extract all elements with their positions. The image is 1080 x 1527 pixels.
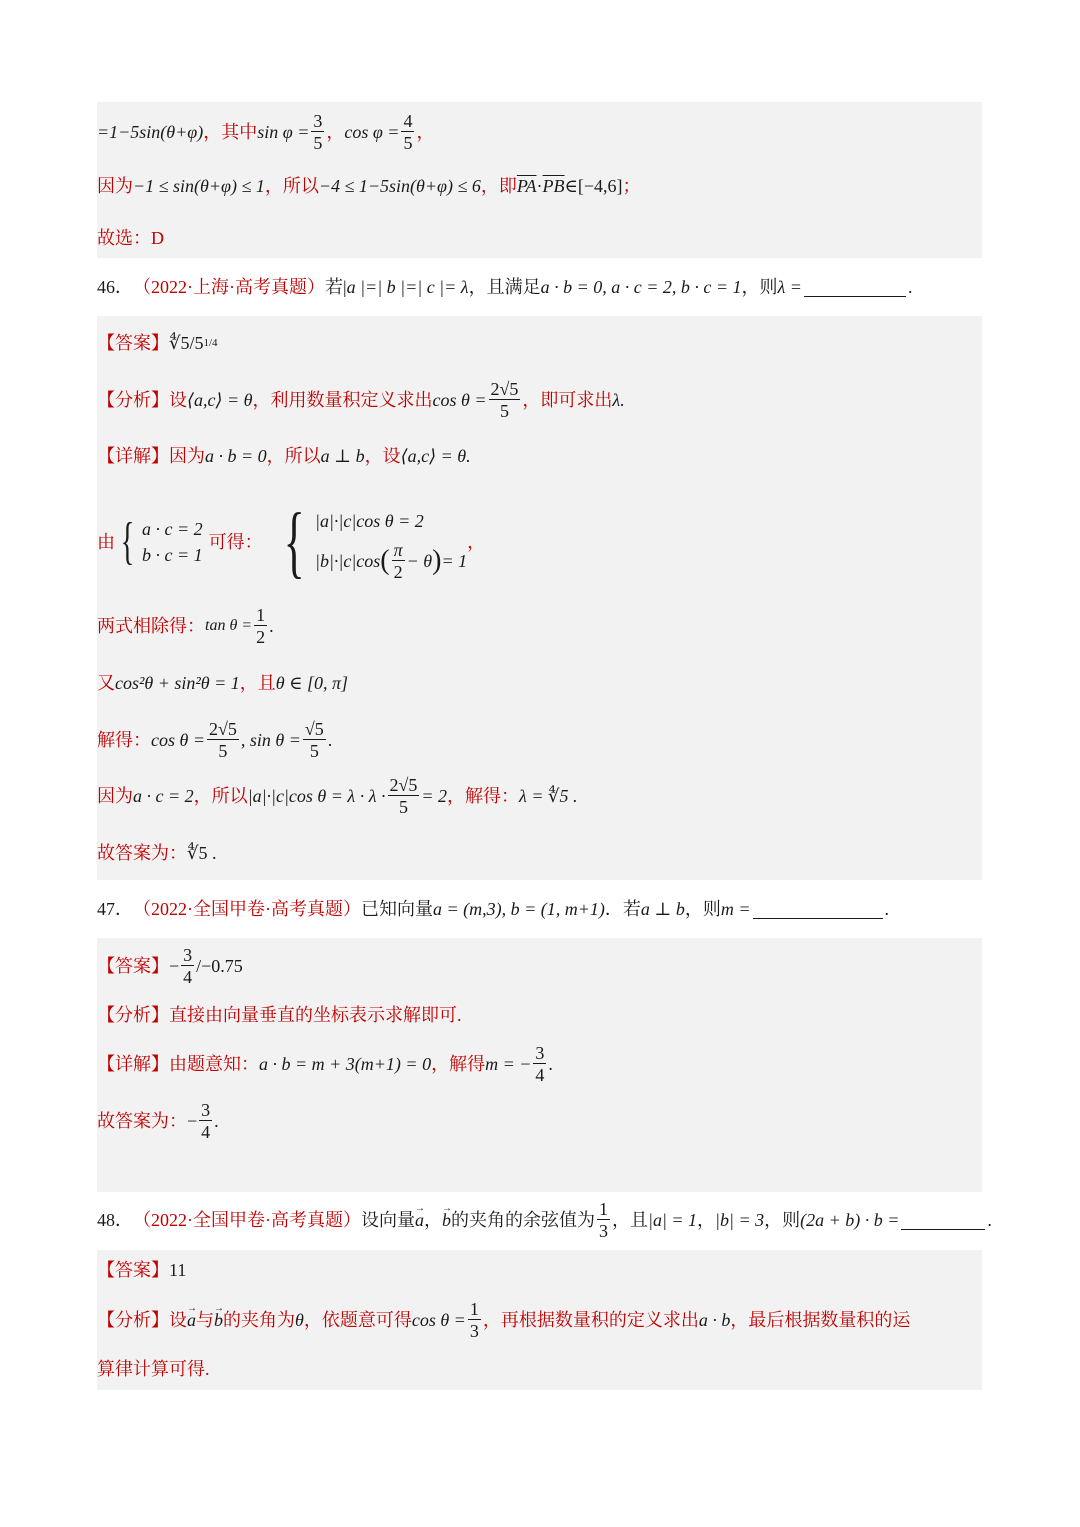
answer-blank <box>901 1211 985 1230</box>
denominator: 5 <box>398 796 408 817</box>
fraction <box>254 605 267 648</box>
math-expression: =1−5sin(θ+φ) <box>97 122 204 142</box>
q45-choice-line: 故选：D <box>97 228 164 248</box>
math-expression: λ = ∜5 . <box>519 786 578 806</box>
answer-tag: 【答案】 <box>97 333 169 353</box>
math-expression: a ⊥ b <box>640 899 685 919</box>
text: ，解得 <box>431 1054 486 1074</box>
denominator: 3 <box>599 1220 608 1241</box>
left-paren: ( <box>380 545 390 576</box>
system-row <box>315 540 467 583</box>
math-expression: sin φ = <box>257 122 310 142</box>
text: ，且 <box>612 1210 648 1230</box>
text: . <box>884 899 890 919</box>
math-expression: θ <box>295 1310 304 1330</box>
answer-value: 11 <box>169 1260 187 1280</box>
math-expression: a · b = 0 <box>205 446 267 466</box>
math-expression: a · b = 0, a · c = 2, b · c = 1 <box>540 277 742 297</box>
q46-stem <box>97 274 912 300</box>
answer-blank <box>804 278 906 297</box>
answer-value: ∜5 <box>169 333 190 353</box>
exponent: 1/4 <box>203 337 218 349</box>
text: 设向量 <box>361 1210 415 1230</box>
text: . <box>214 1111 219 1131</box>
text: ，利用数量积定义求出 <box>252 390 433 410</box>
text: ，所以 <box>266 446 321 466</box>
text: 设 <box>169 1310 187 1330</box>
numerator: 3 <box>535 1042 545 1063</box>
text: ， <box>467 532 486 552</box>
system-row: |a|·|c|cos θ = 2 <box>315 510 424 531</box>
numerator: 1 <box>599 1198 608 1219</box>
text: . <box>269 616 274 636</box>
question-number: 47． <box>97 899 133 919</box>
text: ， <box>424 1210 442 1230</box>
text: ， <box>697 1210 716 1230</box>
math-expression: (2a + b) · b = <box>800 1210 900 1230</box>
q45-line-2 <box>97 173 641 199</box>
math-expression: λ. <box>612 390 625 410</box>
q46-also <box>97 670 348 696</box>
text: ，依题意可得 <box>303 1310 412 1330</box>
denominator: 2 <box>256 626 266 647</box>
fraction <box>388 775 420 818</box>
detail-tag: 【详解】 <box>97 1054 169 1074</box>
math-expression: a ⊥ b <box>320 446 365 466</box>
system-row: a · c = 2 <box>141 519 203 539</box>
left-brace: { <box>120 513 135 570</box>
text: 由题意知： <box>169 1054 259 1074</box>
text: ，则 <box>684 899 721 919</box>
row-part: = 1 <box>441 551 468 571</box>
text: ，且 <box>239 673 276 693</box>
text: 两式相除得： <box>97 616 205 636</box>
text: ，则 <box>764 1210 801 1230</box>
numerator: 1 <box>469 1298 479 1319</box>
q46-system <box>97 496 485 588</box>
numerator: 2√5 <box>389 774 418 795</box>
equation-system-1 <box>115 513 203 570</box>
text: − <box>187 1111 198 1131</box>
answer-tag: 【答案】 <box>97 956 169 976</box>
text: 可得： <box>208 532 263 552</box>
right-paren: ) <box>432 545 442 576</box>
analysis-tag: 【分析】 <box>97 1310 169 1330</box>
text: − <box>169 956 180 976</box>
text: . <box>327 730 333 750</box>
fraction <box>181 945 194 988</box>
numerator: 2√5 <box>208 718 237 739</box>
math-expression: , sin θ = <box>240 730 301 750</box>
text: 由 <box>97 532 115 552</box>
text: ； <box>622 176 641 196</box>
text: ，再根据数量积的定义求出 <box>482 1310 699 1330</box>
denominator: 2 <box>393 561 403 582</box>
q48-analysis-line-2: 算律计算可得. <box>97 1359 210 1379</box>
text: ，最后根据数量积的运 <box>730 1310 911 1330</box>
math-expression: cos²θ + sin²θ = 1 <box>115 673 240 693</box>
text: 与 <box>196 1310 214 1330</box>
text: 故答案为： <box>97 1111 187 1131</box>
math-expression: ⟨a,c⟩ = θ. <box>400 446 471 466</box>
q48-analysis <box>97 1300 910 1340</box>
text: 故答案为： <box>97 843 187 863</box>
q45-line-1 <box>97 112 434 152</box>
answer-blank <box>753 900 883 919</box>
text: ，设 <box>364 446 401 466</box>
analysis-tag: 【分析】 <box>97 390 169 410</box>
q46-since <box>97 776 577 816</box>
text: . <box>987 1210 992 1230</box>
q47-stem <box>97 896 889 922</box>
math-expression: −4 ≤ 1−5sin(θ+φ) ≤ 6 <box>318 176 481 196</box>
fraction <box>207 719 239 762</box>
math-expression: ∈[−4,6] <box>564 176 623 196</box>
analysis-tag: 【分析】 <box>97 1005 169 1025</box>
math-expression: a · c = 2 <box>133 786 194 806</box>
fraction <box>468 1299 481 1342</box>
denominator: 5 <box>309 740 319 761</box>
numerator: 3 <box>183 944 193 965</box>
fraction <box>401 111 414 154</box>
denominator: 4 <box>535 1064 545 1085</box>
detail-tag: 【详解】 <box>97 446 169 466</box>
denominator: 4 <box>201 1121 211 1142</box>
dot-operator: · <box>536 176 543 196</box>
text: 因为 <box>169 446 205 466</box>
fraction <box>392 540 405 583</box>
math-expression: tan θ = <box>205 617 253 634</box>
denominator: 4 <box>183 966 193 987</box>
numerator: 3 <box>201 1099 211 1120</box>
vector-b: → b <box>214 1307 223 1333</box>
text: ，其中 <box>203 122 258 142</box>
vector-b: → b <box>442 1207 451 1233</box>
q46-answer <box>97 330 218 356</box>
text: ， <box>416 122 435 142</box>
numerator: 4 <box>403 110 413 131</box>
text: ， <box>326 122 345 142</box>
vector-pa: $\overline{PA}$ <box>516 176 537 196</box>
math-expression: |a| = 1 <box>648 1210 698 1230</box>
math-expression: θ ∈ [0, π] <box>275 673 348 693</box>
vector-pb: $\overline{PB}$ <box>542 176 565 196</box>
text: ，所以 <box>264 176 319 196</box>
row-part: − θ <box>406 551 433 571</box>
denominator: 5 <box>218 740 228 761</box>
separator: / <box>189 333 195 353</box>
text: 已知向量 <box>361 899 433 919</box>
math-expression: |a|·|c|cos θ = λ · λ · <box>247 786 386 806</box>
math-expression: m = − <box>485 1054 532 1074</box>
text: ，即 <box>480 176 517 196</box>
question-number: 48． <box>97 1210 133 1230</box>
q46-final <box>97 840 216 866</box>
math-expression: cos θ = <box>432 390 487 410</box>
fraction <box>597 1199 610 1242</box>
numerator: 1 <box>256 604 266 625</box>
text: . <box>907 277 913 297</box>
q46-solve <box>97 720 332 760</box>
answer-tag: 【答案】 <box>97 1260 169 1280</box>
text: 的夹角为 <box>223 1310 295 1330</box>
answer-alt: /−0.75 <box>196 956 243 976</box>
q46-analysis <box>97 380 625 420</box>
q46-divide <box>97 606 274 646</box>
math-expression: a · b = m + 3(m+1) = 0 <box>259 1054 432 1074</box>
math-expression: m = <box>720 899 751 919</box>
question-source: （2022·全国甲卷·高考真题） <box>133 1210 361 1230</box>
math-expression: cos θ = <box>411 1310 466 1330</box>
answer-alt: 5 <box>194 333 204 353</box>
denominator: 3 <box>469 1320 479 1341</box>
fraction <box>533 1043 546 1086</box>
q48-answer <box>97 1257 186 1283</box>
denominator: 5 <box>313 132 323 153</box>
row-part: |b|·|c|cos <box>315 551 381 571</box>
q47-detail <box>97 1044 553 1084</box>
text: ．若 <box>604 899 641 919</box>
analysis-text: 直接由向量垂直的坐标表示求解即可. <box>169 1005 462 1025</box>
text: 解得： <box>97 730 151 750</box>
numerator: π <box>393 539 403 560</box>
denominator: 5 <box>403 132 413 153</box>
q46-detail <box>97 443 471 469</box>
vector-a: → a <box>187 1307 196 1333</box>
math-expression: a |=| b |=| c |= λ <box>346 277 469 297</box>
q47-answer <box>97 946 243 986</box>
fraction <box>199 1100 212 1143</box>
math-expression: cos φ = <box>344 122 400 142</box>
question-source: （2022·上海·高考真题） <box>133 277 325 297</box>
text: 设 <box>169 390 187 410</box>
text: ，所以 <box>193 786 248 806</box>
vector-a: → a <box>415 1207 424 1233</box>
fraction <box>489 379 521 422</box>
q48-stem <box>97 1200 992 1240</box>
system-row: b · c = 1 <box>141 545 203 565</box>
left-brace: { <box>283 498 305 586</box>
q47-final <box>97 1101 219 1141</box>
math-expression: a = (m,3), b = (1, m+1) <box>433 899 605 919</box>
math-expression: −1 ≤ sin(θ+φ) ≤ 1 <box>133 176 265 196</box>
text: ，则 <box>741 277 778 297</box>
final-answer: ∜5 . <box>187 843 217 863</box>
math-expression: cos θ = <box>151 730 205 750</box>
numerator: √5 <box>304 718 324 739</box>
text: . <box>548 1054 553 1074</box>
math-expression: = 2 <box>421 786 448 806</box>
denominator: 5 <box>499 400 509 421</box>
text: ，解得： <box>447 786 520 806</box>
numerator: 2√5 <box>490 378 519 399</box>
text: 又 <box>97 673 115 693</box>
math-expression: λ = <box>777 277 802 297</box>
q47-analysis <box>97 1002 462 1028</box>
question-number: 46． <box>97 277 133 297</box>
text: 若| <box>325 277 347 297</box>
fraction <box>311 111 324 154</box>
text: ，即可求出 <box>522 390 613 410</box>
math-expression: a · b <box>698 1310 731 1330</box>
math-expression: ⟨a,c⟩ = θ <box>187 390 253 410</box>
text: ，且满足 <box>468 277 541 297</box>
text: 的夹角的余弦值为 <box>451 1210 595 1230</box>
math-expression: |b| = 3 <box>715 1210 765 1230</box>
numerator: 3 <box>313 110 323 131</box>
text: 因为 <box>97 176 133 196</box>
fraction <box>303 719 326 762</box>
text: 因为 <box>97 786 133 806</box>
question-source: （2022·全国甲卷·高考真题） <box>133 899 361 919</box>
equation-system-2 <box>275 498 468 586</box>
